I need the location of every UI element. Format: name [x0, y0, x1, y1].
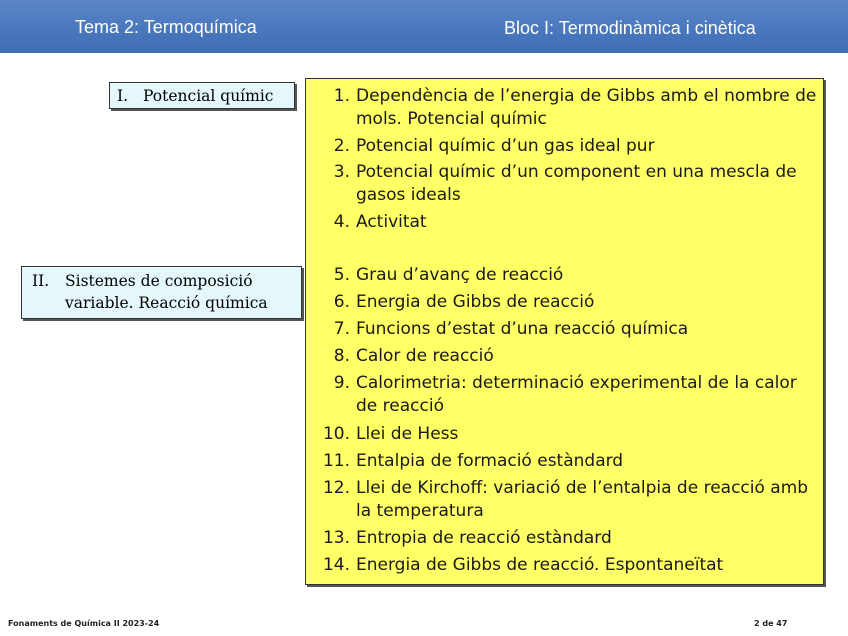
item-number: 11. [322, 451, 350, 471]
section-box-1 [109, 82, 295, 109]
item-text: Funcions d’estat d’una reacció química [356, 319, 689, 339]
item-number: 3. [333, 162, 350, 182]
item-text: Energia de Gibbs de reacció. Espontaneïtat [356, 555, 724, 575]
item-number: 4. [333, 212, 350, 232]
item-number: 14. [322, 555, 350, 575]
item-text: Llei de Kirchoff: variació de l’entalpia de reacció amb la temperatura [356, 478, 809, 521]
slide-header [0, 0, 848, 53]
header-topic: Tema 2: Termoquímica [75, 17, 257, 37]
item-number: 5. [333, 265, 350, 285]
topic-list [305, 78, 824, 585]
item-number: 8. [333, 346, 350, 366]
item-text: Activitat [356, 212, 427, 232]
item-text: Grau d’avanç de reacció [356, 265, 564, 285]
section-box-2 [21, 266, 302, 319]
item-number: 10. [322, 424, 350, 444]
item-number: 12. [322, 478, 350, 498]
item-text: Dependència de l’energia de Gibbs amb el nombre de mols. Potencial químic [356, 86, 817, 129]
item-number: 9. [333, 373, 350, 393]
section-number: I. [117, 87, 129, 105]
item-text: Entropia de reacció estàndard [356, 528, 612, 548]
item-number: 13. [322, 528, 350, 548]
item-text: Calorimetria: determinació experimental de la calor de reacció [356, 373, 797, 416]
section-number: II. [32, 272, 50, 290]
item-number: 6. [333, 292, 350, 312]
item-number: 7. [333, 319, 350, 339]
item-text: Llei de Hess [356, 424, 459, 444]
item-text: Entalpia de formació estàndard [356, 451, 624, 471]
item-text: Calor de reacció [356, 346, 494, 366]
item-number: 2. [333, 136, 350, 156]
section-label: Potencial químic [143, 87, 274, 105]
header-block: Bloc I: Termodinàmica i cinètica [504, 18, 756, 38]
footer-page-number: 2 de 47 [754, 619, 788, 628]
section-label: Sistemes de composició variable. Reacció química [65, 272, 268, 312]
item-text: Potencial químic d’un gas ideal pur [356, 136, 655, 156]
footer-course: Fonaments de Química II 2023-24 [8, 619, 160, 628]
item-number: 1. [333, 86, 350, 106]
item-text: Potencial químic d’un component en una mescla de gasos ideals [356, 162, 797, 205]
item-text: Energia de Gibbs de reacció [356, 292, 595, 312]
